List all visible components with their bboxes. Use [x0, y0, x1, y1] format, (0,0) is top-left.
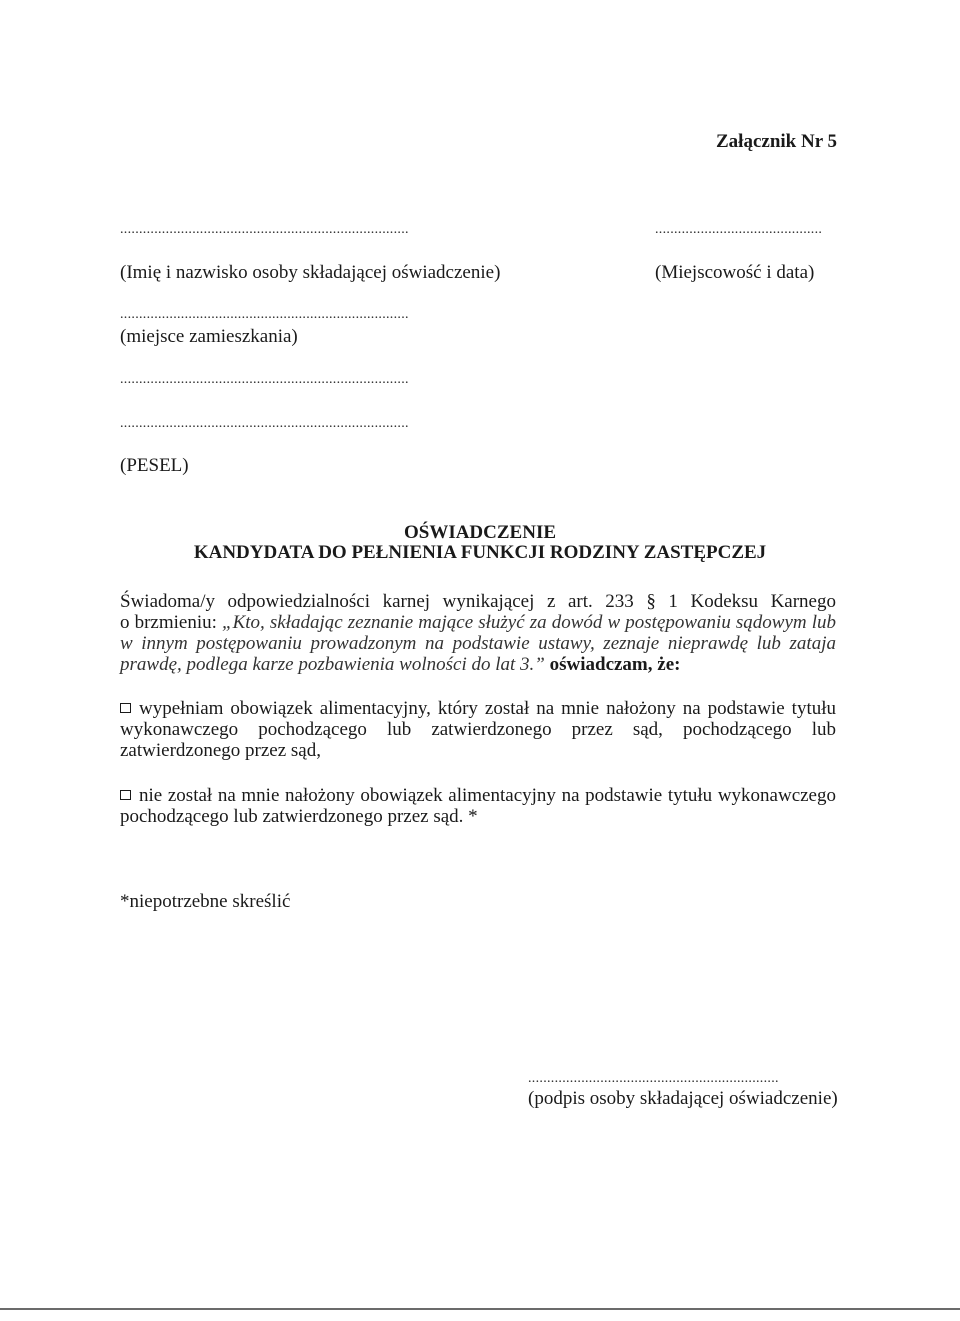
pesel-caption: (PESEL)	[120, 455, 189, 476]
option-2-text-1: nie został na mnie nałożony obowiązek alimentacyjny na podstawie tytułu wykonawczego	[139, 785, 836, 806]
residence-extra-dots: ............................................................................	[120, 372, 409, 387]
intro-line-3-quote: w innym postępowaniu prowadzonym na podstawie ustawy, zeznaje nieprawdę lub zataja	[120, 633, 836, 654]
intro-line-2	[120, 612, 836, 633]
intro-line-1-text: Świadoma/y odpowiedzialności karnej wynikającej z art. 233 § 1 Kodeksu Karnego	[120, 591, 836, 612]
option-1-line-3	[120, 740, 836, 761]
option-1-line-1	[120, 698, 836, 719]
signature-dots: ..................................................................	[528, 1071, 779, 1086]
option-2-text-2: pochodzącego lub zatwierdzonego przez sąd. *	[120, 806, 478, 827]
intro-line-4-quote: prawdę, podlega karze pozbawienia wolności do lat 3.”	[120, 654, 545, 675]
intro-line-2-quote: „Kto, składając zeznanie mające służyć za dowód w postępowaniu sądowym lub	[222, 612, 837, 633]
name-field-dots: ............................................................................	[120, 222, 409, 237]
residence-caption: (miejsce zamieszkania)	[120, 326, 298, 347]
option-2-line-2	[120, 806, 836, 827]
intro-line-3	[120, 633, 836, 654]
intro-line-2-plain: o brzmieniu:	[120, 612, 222, 633]
option-1-line-2	[120, 719, 836, 740]
intro-line-1	[120, 591, 836, 612]
option-1-text-3: zatwierdzonego przez sąd,	[120, 740, 321, 761]
attachment-label: Załącznik Nr 5	[716, 131, 838, 152]
option-2-line-1	[120, 785, 836, 806]
option-1-text-1: wypełniam obowiązek alimentacyjny, który został na mnie nałożony na podstawie tytułu	[139, 698, 836, 719]
declare-statement: oświadczam, że:	[544, 654, 681, 675]
document-subtitle: KANDYDATA DO PEŁNIENIA FUNKCJI RODZINY ZASTĘPCZEJ	[193, 542, 767, 563]
place-date-field-dots: ............................................	[655, 222, 823, 237]
pesel-field-dots: ............................................................................	[120, 416, 409, 431]
option-1-checkbox-icon[interactable]	[120, 703, 131, 713]
document-title: OŚWIADCZENIE	[403, 522, 557, 543]
option-1-text-2: wykonawczego pochodzącego lub zatwierdzonego przez sąd, pochodzącego lub	[120, 719, 836, 740]
intro-line-4	[120, 654, 836, 675]
signature-caption: (podpis osoby składającej oświadczenie)	[528, 1088, 838, 1109]
place-date-caption: (Miejscowość i data)	[655, 262, 815, 283]
name-caption: (Imię i nazwisko osoby składającej oświadczenie)	[120, 262, 501, 283]
option-2-checkbox-icon[interactable]	[120, 790, 131, 800]
footnote: *niepotrzebne skreślić	[120, 891, 291, 912]
page-bottom-rule	[0, 1308, 960, 1310]
residence-field-dots: ............................................................................	[120, 307, 409, 322]
